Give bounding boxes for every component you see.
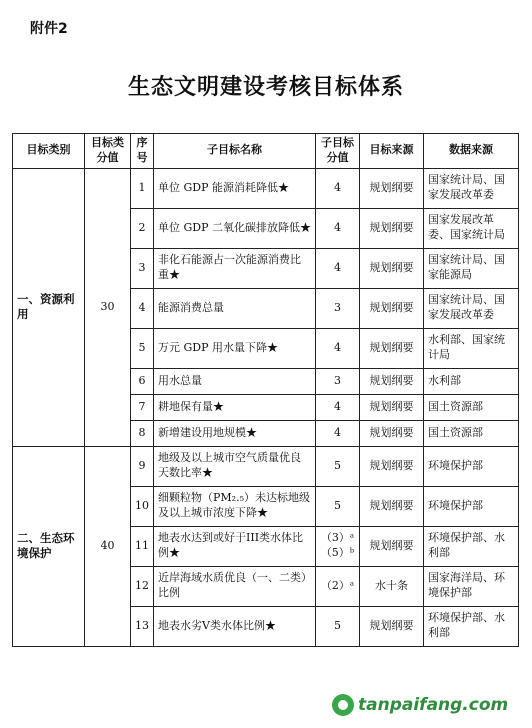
sub-score-cell: 4 bbox=[316, 420, 360, 446]
sub-name-cell: 用水总量 bbox=[154, 368, 316, 394]
target-source-cell: 规划纲要 bbox=[360, 288, 424, 328]
data-source-cell: 国家统计局、国家能源局 bbox=[424, 248, 519, 288]
sub-name-cell: 单位 GDP 二氧化碳排放降低★ bbox=[154, 208, 316, 248]
target-source-cell: 规划纲要 bbox=[360, 606, 424, 646]
sub-score-cell: 3 bbox=[316, 288, 360, 328]
sub-score-cell: 4 bbox=[316, 248, 360, 288]
sub-name-cell: 地表水达到或好于III类水体比例★ bbox=[154, 526, 316, 566]
data-source-cell: 水利部 bbox=[424, 368, 519, 394]
data-source-cell: 国家发展改革委、国家统计局 bbox=[424, 208, 519, 248]
seq-cell: 12 bbox=[131, 566, 154, 606]
target-source-cell: 规划纲要 bbox=[360, 486, 424, 526]
target-source-cell: 规划纲要 bbox=[360, 248, 424, 288]
data-source-cell: 环境保护部 bbox=[424, 446, 519, 486]
sub-score-cell: 5 bbox=[316, 446, 360, 486]
header-sub-name: 子目标名称 bbox=[154, 134, 316, 169]
category-score-cell: 30 bbox=[85, 168, 131, 446]
seq-cell: 2 bbox=[131, 208, 154, 248]
table-row bbox=[13, 446, 519, 486]
header-data-source: 数据来源 bbox=[424, 134, 519, 169]
attachment-label: 附件2 bbox=[30, 21, 68, 37]
data-source-cell: 水利部、国家统计局 bbox=[424, 328, 519, 368]
seq-cell: 5 bbox=[131, 328, 154, 368]
seq-cell: 7 bbox=[131, 394, 154, 420]
seq-cell: 1 bbox=[131, 168, 154, 208]
watermark bbox=[332, 688, 522, 722]
sub-name-cell: 能源消费总量 bbox=[154, 288, 316, 328]
sub-name-cell: 地表水劣V类水体比例★ bbox=[154, 606, 316, 646]
target-source-cell: 规划纲要 bbox=[360, 368, 424, 394]
data-source-cell: 国土资源部 bbox=[424, 394, 519, 420]
target-source-cell: 规划纲要 bbox=[360, 208, 424, 248]
sub-name-cell: 细颗粒物（PM₂.₅）未达标地级及以上城市浓度下降★ bbox=[154, 486, 316, 526]
data-source-cell: 国家统计局、国家发展改革委 bbox=[424, 288, 519, 328]
target-source-cell: 规划纲要 bbox=[360, 328, 424, 368]
data-source-cell: 环境保护部、水利部 bbox=[424, 606, 519, 646]
sub-score-cell: 4 bbox=[316, 208, 360, 248]
table-header-row bbox=[13, 134, 519, 169]
sub-name-cell: 地级及以上城市空气质量优良天数比率★ bbox=[154, 446, 316, 486]
header-seq: 序号 bbox=[131, 134, 154, 169]
sub-name-cell: 单位 GDP 能源消耗降低★ bbox=[154, 168, 316, 208]
header-target-source: 目标来源 bbox=[360, 134, 424, 169]
seq-cell: 6 bbox=[131, 368, 154, 394]
header-category: 目标类别 bbox=[13, 134, 85, 169]
category-cell: 一、资源利用 bbox=[13, 168, 85, 446]
data-source-cell: 国土资源部 bbox=[424, 420, 519, 446]
sub-score-cell: 5 bbox=[316, 606, 360, 646]
target-system-table bbox=[12, 133, 519, 647]
sub-score-cell: 3 bbox=[316, 368, 360, 394]
data-source-cell: 环境保护部、水利部 bbox=[424, 526, 519, 566]
category-score-cell: 40 bbox=[85, 446, 131, 646]
seq-cell: 4 bbox=[131, 288, 154, 328]
data-source-cell: 国家统计局、国家发展改革委 bbox=[424, 168, 519, 208]
seq-cell: 10 bbox=[131, 486, 154, 526]
header-sub-score: 子目标分值 bbox=[316, 134, 360, 169]
table-row bbox=[13, 168, 519, 208]
watermark-logo-icon bbox=[332, 694, 354, 716]
target-source-cell: 规划纲要 bbox=[360, 168, 424, 208]
data-source-cell: 环境保护部 bbox=[424, 486, 519, 526]
sub-score-cell: （3）ᵃ（5）ᵇ bbox=[316, 526, 360, 566]
target-source-cell: 规划纲要 bbox=[360, 394, 424, 420]
sub-score-cell: （2）ᵃ bbox=[316, 566, 360, 606]
sub-score-cell: 4 bbox=[316, 328, 360, 368]
seq-cell: 3 bbox=[131, 248, 154, 288]
target-source-cell: 规划纲要 bbox=[360, 420, 424, 446]
sub-score-cell: 4 bbox=[316, 394, 360, 420]
watermark-text: tanpaifang.com bbox=[358, 695, 509, 715]
seq-cell: 13 bbox=[131, 606, 154, 646]
data-source-cell: 国家海洋局、环境保护部 bbox=[424, 566, 519, 606]
sub-name-cell: 非化石能源占一次能源消费比重★ bbox=[154, 248, 316, 288]
seq-cell: 9 bbox=[131, 446, 154, 486]
target-source-cell: 规划纲要 bbox=[360, 526, 424, 566]
seq-cell: 8 bbox=[131, 420, 154, 446]
sub-name-cell: 新增建设用地规模★ bbox=[154, 420, 316, 446]
sub-score-cell: 4 bbox=[316, 168, 360, 208]
category-cell: 二、生态环境保护 bbox=[13, 446, 85, 646]
sub-score-cell: 5 bbox=[316, 486, 360, 526]
sub-name-cell: 近岸海域水质优良（一、二类）比例 bbox=[154, 566, 316, 606]
header-category-score: 目标类分值 bbox=[85, 134, 131, 169]
seq-cell: 11 bbox=[131, 526, 154, 566]
document-title: 生态文明建设考核目标体系 bbox=[127, 75, 404, 100]
sub-name-cell: 万元 GDP 用水量下降★ bbox=[154, 328, 316, 368]
target-source-cell: 水十条 bbox=[360, 566, 424, 606]
target-source-cell: 规划纲要 bbox=[360, 446, 424, 486]
sub-name-cell: 耕地保有量★ bbox=[154, 394, 316, 420]
